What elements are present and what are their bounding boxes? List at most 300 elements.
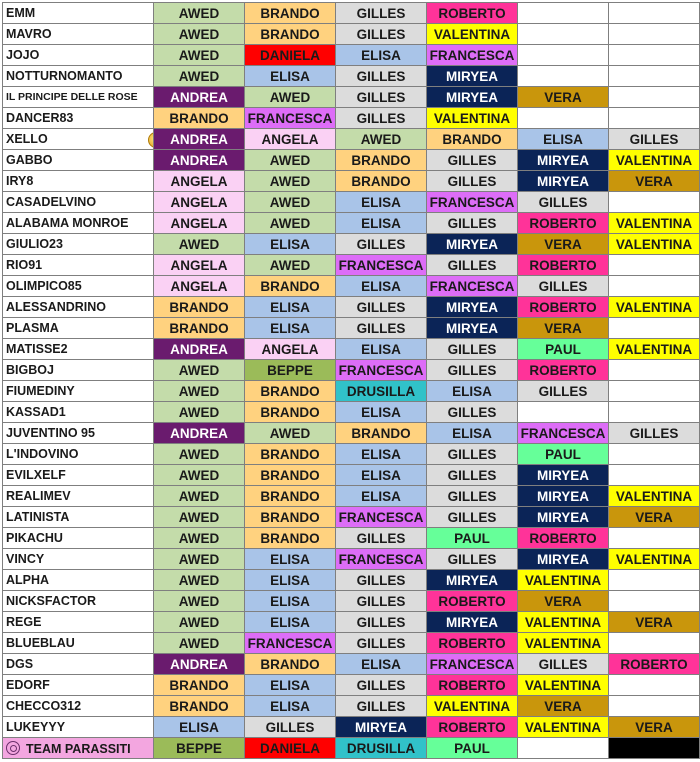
pick-cell: BRANDO [245,465,336,486]
pick-cell: ELISA [336,402,427,423]
pick-cell: ROBERTO [609,654,700,675]
pick-cell: ELISA [336,276,427,297]
pick-cell: AWED [154,633,245,654]
pick-cell: MIRYEA [427,234,518,255]
player-name-cell [3,675,154,696]
player-name: IL PRINCIPE DELLE ROSE [6,91,138,103]
pick-cell: MIRYEA [427,612,518,633]
pick-cell: VALENTINA [518,612,609,633]
pick-cell: VERA [609,171,700,192]
pick-cell: BRANDO [245,402,336,423]
pick-cell: GILLES [336,24,427,45]
table-row [3,612,700,633]
table-row [3,549,700,570]
pick-cell: BRANDO [245,507,336,528]
player-name-cell [3,3,154,24]
table-row [3,654,700,675]
pick-cell: ELISA [245,696,336,717]
player-name: LUKEYYY [6,720,66,734]
pick-cell: BRANDO [154,108,245,129]
player-name-cell [3,633,154,654]
pick-cell: FRANCESCA [518,423,609,444]
pick-cell: GILLES [427,486,518,507]
pick-cell: VALENTINA [609,339,700,360]
pick-cell [518,108,609,129]
pick-cell: ELISA [336,339,427,360]
pick-cell [609,591,700,612]
player-name-cell [3,528,154,549]
player-name-cell [3,507,154,528]
pick-cell: FRANCESCA [336,255,427,276]
table-row [3,234,700,255]
pick-cell: AWED [245,150,336,171]
pick-cell: ELISA [245,570,336,591]
pick-cell: BRANDO [336,423,427,444]
player-name-cell [3,24,154,45]
pick-cell: GILLES [427,213,518,234]
pick-cell: DRUSILLA [336,381,427,402]
pick-cell: AWED [154,360,245,381]
player-name-cell [3,465,154,486]
pick-cell: MIRYEA [336,717,427,738]
pick-cell: GILLES [609,129,700,150]
player-name: TEAM PARASSITI [26,741,131,756]
player-name-cell [3,45,154,66]
player-name-cell [3,171,154,192]
pick-cell [609,318,700,339]
pick-cell: GILLES [336,633,427,654]
pick-cell: ROBERTO [518,213,609,234]
pick-cell: DANIELA [245,738,336,759]
pick-cell: GILLES [427,465,518,486]
pick-cell: DANIELA [245,45,336,66]
team-icon [6,741,20,755]
pick-cell: GILLES [336,297,427,318]
pick-cell: AWED [154,3,245,24]
player-name-cell [3,108,154,129]
pick-cell: GILLES [427,507,518,528]
pick-cell: GILLES [336,318,427,339]
pick-cell: MIRYEA [427,318,518,339]
pick-cell: ANGELA [154,213,245,234]
pick-cell: FRANCESCA [245,633,336,654]
pick-cell: BRANDO [154,675,245,696]
pick-cell: GILLES [336,66,427,87]
pick-cell [609,633,700,654]
table-row [3,402,700,423]
player-name: BLUEBLAU [6,636,75,650]
player-name: ALESSANDRINO [6,300,107,314]
player-name-cell [3,66,154,87]
pick-cell [609,45,700,66]
pick-cell: GILLES [245,717,336,738]
pick-cell [609,87,700,108]
pick-cell: ELISA [336,654,427,675]
pick-cell: BEPPE [245,360,336,381]
pick-cell: GILLES [427,339,518,360]
pick-cell: ANDREA [154,129,245,150]
pick-cell: ANGELA [154,171,245,192]
pick-cell: ELISA [336,45,427,66]
table-row [3,717,700,738]
player-name-cell [3,654,154,675]
player-name: DGS [6,657,34,671]
player-name-cell [3,360,154,381]
team-name-cell [3,738,154,759]
pick-cell: ELISA [245,318,336,339]
table-row [3,66,700,87]
pick-cell [518,3,609,24]
pick-cell: GILLES [336,696,427,717]
pick-cell: BRANDO [245,24,336,45]
pick-cell [518,45,609,66]
player-name: IRY8 [6,174,34,188]
pick-cell [609,444,700,465]
pick-cell: GILLES [518,276,609,297]
pick-cell: MIRYEA [427,87,518,108]
table-row [3,570,700,591]
player-name-cell [3,381,154,402]
coin-icon [148,132,154,148]
player-name-cell [3,570,154,591]
table-row [3,696,700,717]
pick-cell: ELISA [245,591,336,612]
pick-cell: MIRYEA [518,486,609,507]
pick-cell: BRANDO [336,150,427,171]
pick-cell [609,276,700,297]
pick-cell [518,738,609,759]
pick-cell: ELISA [427,381,518,402]
pick-cell: AWED [154,549,245,570]
pick-cell: ELISA [245,66,336,87]
pick-cell: ANDREA [154,654,245,675]
pick-cell: ANDREA [154,339,245,360]
pick-cell: BEPPE [154,738,245,759]
player-name-cell [3,402,154,423]
pick-cell [518,66,609,87]
pick-cell: AWED [245,255,336,276]
pick-cell: DRUSILLA [336,738,427,759]
table-row [3,171,700,192]
pick-cell: VALENTINA [518,633,609,654]
table-row [3,738,700,759]
pick-cell: VALENTINA [609,234,700,255]
pick-cell: ROBERTO [427,675,518,696]
pick-cell: BRANDO [154,297,245,318]
pick-cell: GILLES [427,549,518,570]
pick-cell: AWED [154,45,245,66]
pick-cell: VALENTINA [427,108,518,129]
pick-cell: BRANDO [245,444,336,465]
pick-cell [609,108,700,129]
pick-cell: ELISA [245,675,336,696]
pick-cell: GILLES [336,528,427,549]
pick-cell: ELISA [336,465,427,486]
pick-cell: MIRYEA [427,297,518,318]
pick-cell: GILLES [427,255,518,276]
pick-cell: VERA [518,318,609,339]
pick-cell [609,696,700,717]
player-name: REGE [6,615,42,629]
player-name: OLIMPICO85 [6,279,82,293]
pick-cell: GILLES [336,234,427,255]
table-row [3,150,700,171]
pick-cell: PAUL [518,444,609,465]
pick-cell: AWED [154,402,245,423]
player-name: NICKSFACTOR [6,594,97,608]
pick-cell: VERA [518,234,609,255]
player-name: L'INDOVINO [6,447,79,461]
pick-cell [609,3,700,24]
pick-cell: ELISA [336,192,427,213]
table-row [3,129,700,150]
player-name-cell [3,234,154,255]
player-name: MATISSE2 [6,342,68,356]
table-row [3,45,700,66]
player-name-cell [3,192,154,213]
pick-cell: ANGELA [154,276,245,297]
picks-table-body [3,3,700,759]
pick-cell: ELISA [245,612,336,633]
pick-cell: VALENTINA [518,675,609,696]
table-row [3,444,700,465]
table-row [3,108,700,129]
pick-cell: GILLES [336,612,427,633]
pick-cell: VALENTINA [518,717,609,738]
table-row [3,297,700,318]
picks-table [2,2,700,759]
pick-cell: AWED [336,129,427,150]
pick-cell: ROBERTO [518,297,609,318]
pick-cell: MIRYEA [427,570,518,591]
pick-cell: GILLES [518,654,609,675]
table-row [3,675,700,696]
table-row [3,465,700,486]
pick-cell: FRANCESCA [336,360,427,381]
player-name: EVILXELF [6,468,66,482]
pick-cell: GILLES [336,108,427,129]
pick-cell: AWED [154,591,245,612]
pick-cell: VERA [518,696,609,717]
pick-cell: ANGELA [245,339,336,360]
table-row [3,276,700,297]
table-row [3,381,700,402]
pick-cell: ANGELA [245,129,336,150]
player-name: EDORF [6,678,50,692]
pick-cell [609,381,700,402]
table-row [3,507,700,528]
pick-cell: VERA [518,591,609,612]
table-row [3,24,700,45]
pick-cell: PAUL [518,339,609,360]
pick-cell: GILLES [427,402,518,423]
pick-cell: MIRYEA [518,150,609,171]
pick-cell [609,570,700,591]
pick-cell [609,24,700,45]
pick-cell: MIRYEA [518,171,609,192]
player-name-cell [3,696,154,717]
table-row [3,192,700,213]
player-name-cell [3,444,154,465]
player-name: RIO91 [6,258,43,272]
pick-cell: GILLES [336,570,427,591]
pick-cell [609,738,700,759]
table-row [3,87,700,108]
pick-cell: GILLES [336,87,427,108]
pick-cell: FRANCESCA [427,192,518,213]
pick-cell: FRANCESCA [336,507,427,528]
pick-cell: ROBERTO [518,360,609,381]
pick-cell: FRANCESCA [427,654,518,675]
pick-cell: AWED [154,528,245,549]
pick-cell [518,24,609,45]
pick-cell: ELISA [245,549,336,570]
pick-cell: VALENTINA [609,213,700,234]
player-name-cell [3,339,154,360]
pick-cell: ELISA [336,444,427,465]
player-name-cell [3,717,154,738]
pick-cell: PAUL [427,528,518,549]
player-name-cell [3,255,154,276]
player-name-cell [3,486,154,507]
pick-cell: ELISA [245,297,336,318]
player-name: BIGBOJ [6,363,54,377]
table-row [3,360,700,381]
table-row [3,486,700,507]
player-name-cell [3,150,154,171]
player-name-cell [3,297,154,318]
pick-cell: AWED [154,465,245,486]
player-name: REALIMEV [6,489,71,503]
pick-cell [609,360,700,381]
player-name: JUVENTINO 95 [6,426,95,440]
pick-cell: GILLES [336,3,427,24]
pick-cell: AWED [154,570,245,591]
table-row [3,255,700,276]
pick-cell: VALENTINA [609,150,700,171]
pick-cell: BRANDO [245,486,336,507]
pick-cell: ANGELA [154,255,245,276]
pick-cell: VALENTINA [609,549,700,570]
pick-cell: BRANDO [245,654,336,675]
player-name: KASSAD1 [6,405,66,419]
pick-cell: AWED [245,87,336,108]
pick-cell: VERA [609,507,700,528]
player-name-cell [3,591,154,612]
player-name: GIULIO23 [6,237,63,251]
pick-cell: AWED [154,507,245,528]
pick-cell: VERA [609,717,700,738]
pick-cell [609,66,700,87]
pick-cell [609,255,700,276]
player-name: FIUMEDINY [6,384,75,398]
pick-cell: AWED [154,612,245,633]
player-name: LATINISTA [6,510,70,524]
pick-cell: ELISA [518,129,609,150]
player-name: MAVRO [6,27,52,41]
player-name-cell [3,276,154,297]
player-name-cell [3,318,154,339]
pick-cell: GILLES [427,444,518,465]
player-name: CASADELVINO [6,195,97,209]
pick-cell: ROBERTO [518,528,609,549]
pick-cell: ROBERTO [427,633,518,654]
pick-cell: MIRYEA [518,549,609,570]
player-name-cell [3,129,154,150]
pick-cell: ELISA [336,486,427,507]
table-row [3,633,700,654]
pick-cell: ROBERTO [427,717,518,738]
pick-cell: AWED [154,24,245,45]
pick-cell [609,192,700,213]
player-name: JOJO [6,48,40,62]
table-row [3,423,700,444]
pick-cell: GILLES [518,192,609,213]
pick-cell: VALENTINA [518,570,609,591]
player-name-cell [3,612,154,633]
table-row [3,339,700,360]
player-name: CHECCO312 [6,699,82,713]
pick-cell: AWED [245,171,336,192]
pick-cell: AWED [154,444,245,465]
pick-cell: ELISA [336,213,427,234]
pick-cell: ROBERTO [518,255,609,276]
table-row [3,528,700,549]
pick-cell: AWED [154,234,245,255]
pick-cell: BRANDO [245,276,336,297]
table-row [3,3,700,24]
player-name-cell [3,549,154,570]
pick-cell: GILLES [336,591,427,612]
pick-cell: FRANCESCA [427,45,518,66]
table-row [3,591,700,612]
pick-cell: BRANDO [336,171,427,192]
pick-cell: MIRYEA [518,507,609,528]
pick-cell: BRANDO [245,3,336,24]
player-name-cell [3,213,154,234]
pick-cell: ELISA [154,717,245,738]
pick-cell: AWED [154,486,245,507]
pick-cell: GILLES [518,381,609,402]
pick-cell: FRANCESCA [336,549,427,570]
player-name: GABBO [6,153,53,167]
pick-cell: ANGELA [154,192,245,213]
pick-cell: AWED [154,66,245,87]
player-name: PLASMA [6,321,59,335]
pick-cell: FRANCESCA [427,276,518,297]
pick-cell: GILLES [427,150,518,171]
pick-cell: VALENTINA [609,486,700,507]
player-name-cell [3,87,154,108]
player-name: PIKACHU [6,531,63,545]
pick-cell: MIRYEA [518,465,609,486]
pick-cell [609,402,700,423]
pick-cell: MIRYEA [427,66,518,87]
pick-cell: GILLES [336,675,427,696]
pick-cell: ROBERTO [427,591,518,612]
pick-cell: BRANDO [245,381,336,402]
pick-cell: VALENTINA [609,297,700,318]
pick-cell: AWED [154,381,245,402]
pick-cell: ROBERTO [427,3,518,24]
player-name: ALABAMA MONROE [6,216,129,230]
pick-cell: ANDREA [154,423,245,444]
pick-cell: PAUL [427,738,518,759]
pick-cell [609,528,700,549]
pick-cell: ANDREA [154,87,245,108]
pick-cell: VERA [609,612,700,633]
table-row [3,318,700,339]
